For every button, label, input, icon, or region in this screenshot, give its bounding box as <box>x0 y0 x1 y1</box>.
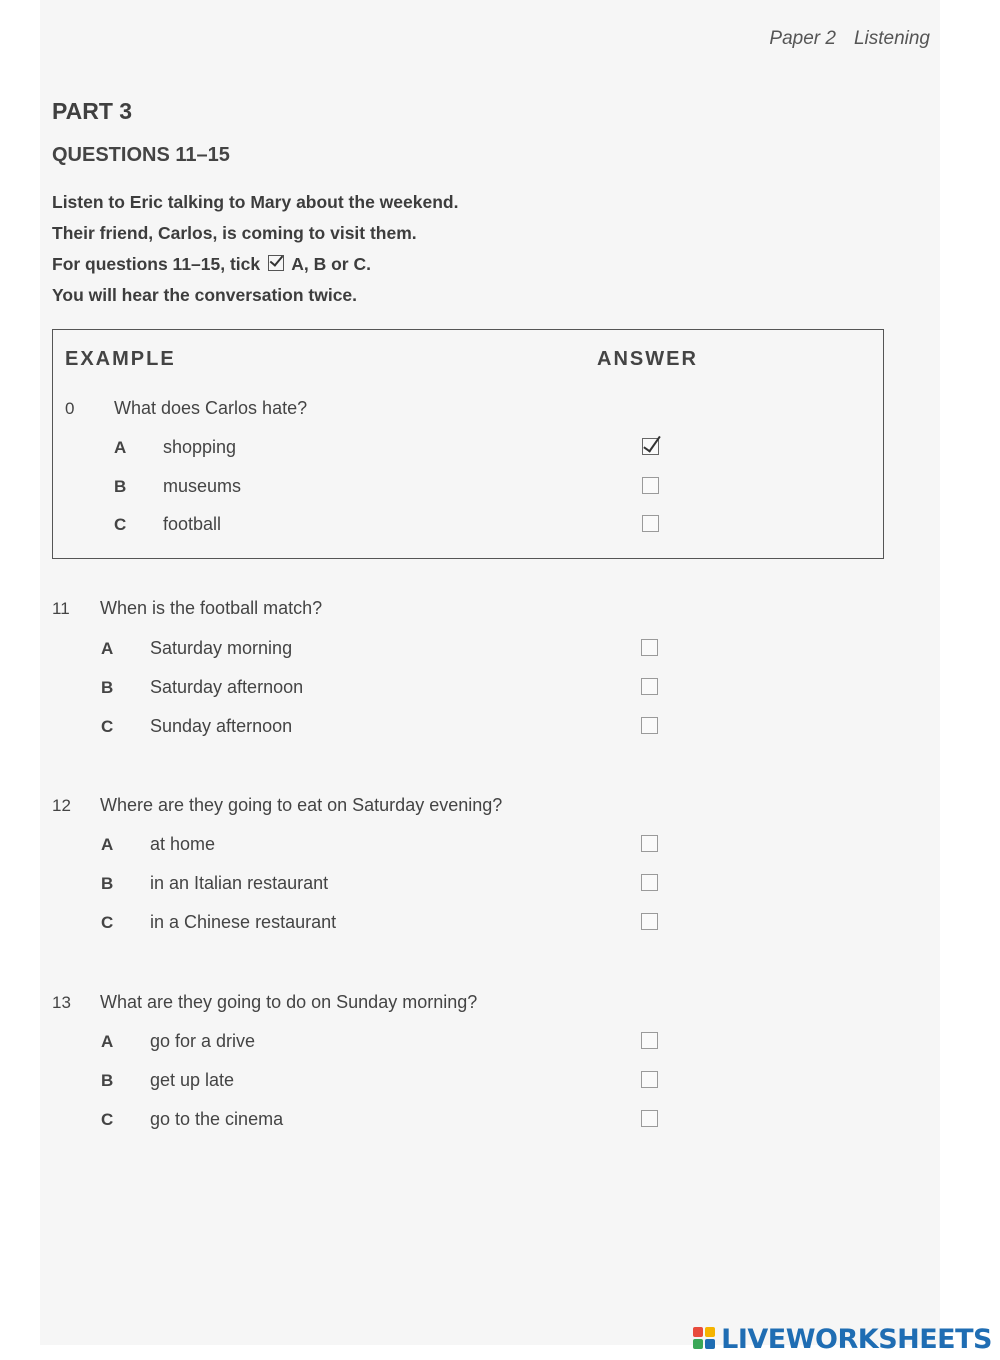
example-answer-checkbox <box>642 477 659 494</box>
option-text: Sunday afternoon <box>150 716 293 736</box>
option-letter: A <box>101 835 114 854</box>
answer-checkbox[interactable] <box>641 913 658 930</box>
answer-checkbox[interactable] <box>641 717 658 734</box>
question-text: What are they going to do on Sunday morning? <box>100 992 478 1012</box>
example-option-text: museums <box>163 476 242 496</box>
liveworksheets-logo[interactable] <box>693 1324 992 1354</box>
example-answer-checkbox <box>642 515 659 532</box>
option-letter: B <box>101 678 114 697</box>
question-text: When is the football match? <box>100 598 323 618</box>
instruction-line-3 <box>52 250 458 281</box>
instruction-line-3-end: A, B or C. <box>291 254 371 274</box>
question-text: Where are they going to eat on Saturday evening? <box>100 795 503 815</box>
option-letter: C <box>101 717 114 736</box>
example-box <box>52 329 884 559</box>
answer-checkbox[interactable] <box>641 678 658 695</box>
option-letter: C <box>101 913 114 932</box>
example-label: EXAMPLE <box>65 348 176 370</box>
part-title: PART 3 <box>52 98 133 124</box>
questions-range: QUESTIONS 11–15 <box>52 144 230 166</box>
option-text: in a Chinese restaurant <box>150 912 337 932</box>
tick-box-icon <box>268 255 284 271</box>
option-text: in an Italian restaurant <box>150 873 329 893</box>
instructions <box>52 188 458 312</box>
instruction-line-4: You will hear the conversation twice. <box>52 285 358 305</box>
example-option-letter: A <box>114 438 127 457</box>
option-text: go for a drive <box>150 1031 256 1051</box>
option-text: get up late <box>150 1070 235 1090</box>
question-number: 12 <box>52 796 71 815</box>
option-text: Saturday morning <box>150 638 293 658</box>
answer-label: ANSWER <box>597 348 698 370</box>
option-letter: B <box>101 874 114 893</box>
page-header <box>751 28 930 50</box>
example-question: What does Carlos hate? <box>114 398 308 418</box>
example-answer-checkbox <box>642 438 659 455</box>
logo-text: LIVEWORKSHEETS <box>721 1323 992 1355</box>
option-letter: B <box>101 1071 114 1090</box>
answer-checkbox[interactable] <box>641 1032 658 1049</box>
example-option-letter: B <box>114 477 127 496</box>
option-letter: A <box>101 1032 114 1051</box>
instruction-line-1: Listen to Eric talking to Mary about the weekend. <box>52 192 459 212</box>
option-letter: A <box>101 639 114 658</box>
option-text: at home <box>150 834 216 854</box>
answer-checkbox[interactable] <box>641 874 658 891</box>
instruction-line-2: Their friend, Carlos, is coming to visit them. <box>52 223 417 243</box>
answer-checkbox[interactable] <box>641 639 658 656</box>
logo-blocks-icon <box>693 1327 717 1351</box>
example-number: 0 <box>65 399 75 418</box>
section-label: Listening <box>853 28 930 49</box>
option-letter: C <box>101 1110 114 1129</box>
example-option-letter: C <box>114 515 127 534</box>
answer-checkbox[interactable] <box>641 1071 658 1088</box>
answer-checkbox[interactable] <box>641 835 658 852</box>
option-text: go to the cinema <box>150 1109 284 1129</box>
question-number: 11 <box>52 599 70 618</box>
option-text: Saturday afternoon <box>150 677 304 697</box>
example-option-text: football <box>163 514 222 534</box>
instruction-line-3-start: For questions 11–15, tick <box>52 254 261 274</box>
example-option-text: shopping <box>163 437 237 457</box>
question-number: 13 <box>52 993 71 1012</box>
paper-label: Paper 2 <box>769 28 836 49</box>
answer-checkbox[interactable] <box>641 1110 658 1127</box>
